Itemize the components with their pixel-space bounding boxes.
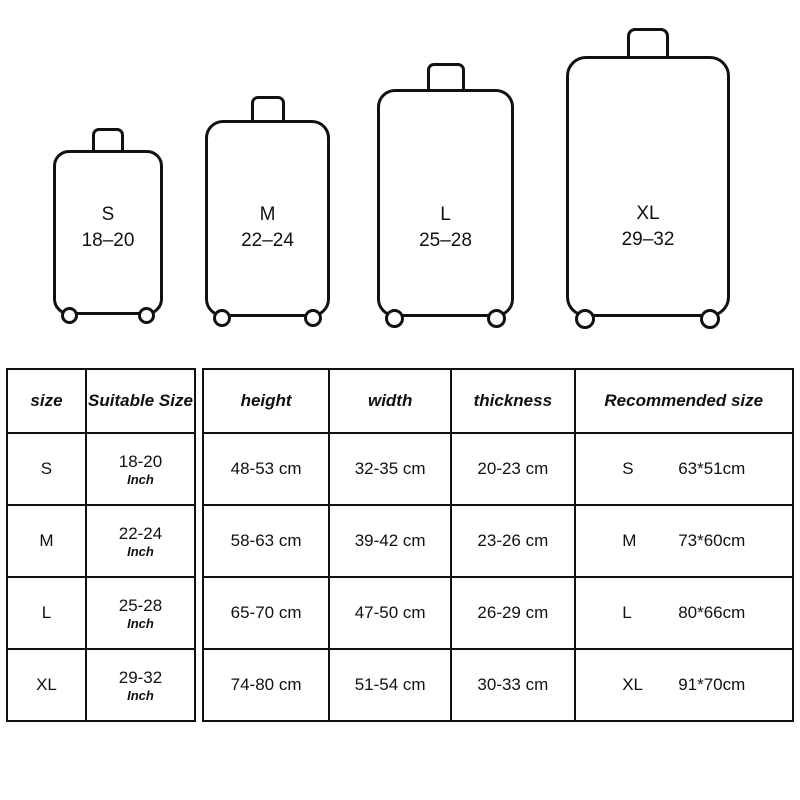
luggage-label-group-xl <box>566 201 730 253</box>
cell-size: L <box>7 577 86 649</box>
table-row <box>7 433 195 505</box>
luggage-label-group-s <box>53 202 163 254</box>
cell-suitable-unit: Inch <box>127 687 154 703</box>
cell-suitable-value: 25-28 <box>118 595 163 615</box>
luggage-wheel-right-l <box>487 309 506 328</box>
luggage-wheel-right-m <box>304 309 322 327</box>
luggage-size-label-xl: XL <box>636 203 660 224</box>
cell-suitable <box>86 577 195 649</box>
cell-recommended <box>575 505 793 577</box>
cell-recommended-label: XL <box>622 675 643 694</box>
cell-recommended-label: M <box>622 531 637 550</box>
cell-suitable-unit: Inch <box>127 471 154 487</box>
luggage-handle-l <box>427 63 465 91</box>
luggage-case-l <box>377 89 514 317</box>
table-header-row <box>7 369 195 433</box>
luggage-size-illustrations <box>0 0 800 350</box>
cell-suitable-unit: Inch <box>127 615 154 631</box>
luggage-label-group-l <box>377 202 514 254</box>
cell-height: 65-70 cm <box>203 577 329 649</box>
dimensions-table <box>202 368 794 722</box>
cell-recommended-value: 73*60cm <box>678 531 746 550</box>
cell-suitable-unit: Inch <box>127 543 154 559</box>
cell-suitable <box>86 649 195 721</box>
luggage-handle-s <box>92 128 124 152</box>
luggage-size-label-m: M <box>259 204 276 225</box>
luggage-wheel-left-m <box>213 309 231 327</box>
luggage-inch-label-s: 18–20 <box>81 230 135 251</box>
luggage-wheel-left-s <box>61 307 78 324</box>
luggage-case-s <box>53 150 163 315</box>
cell-suitable-value: 29-32 <box>118 667 163 687</box>
table-row <box>7 505 195 577</box>
cell-thickness: 26-29 cm <box>451 577 574 649</box>
luggage-size-label-l: L <box>440 204 451 225</box>
luggage-size-label-s: S <box>101 204 115 225</box>
luggage-wheel-right-xl <box>700 309 720 329</box>
luggage-case-m <box>205 120 330 317</box>
luggage-body-xl <box>566 56 730 317</box>
luggage-inch-label-m: 22–24 <box>241 230 294 251</box>
cell-size: M <box>7 505 86 577</box>
cell-height: 48-53 cm <box>203 433 329 505</box>
luggage-inch-label-l: 25–28 <box>419 230 472 251</box>
luggage-handle-m <box>251 96 285 122</box>
table-row <box>203 649 793 721</box>
cell-height: 74-80 cm <box>203 649 329 721</box>
cell-size: XL <box>7 649 86 721</box>
cell-thickness: 20-23 cm <box>451 433 574 505</box>
cell-height: 58-63 cm <box>203 505 329 577</box>
cell-width: 32-35 cm <box>329 433 451 505</box>
header-height: height <box>203 369 329 433</box>
cell-recommended-label: L <box>622 603 632 622</box>
cell-recommended-label: S <box>622 459 634 478</box>
table-row <box>203 577 793 649</box>
cell-recommended <box>575 433 793 505</box>
cell-width: 47-50 cm <box>329 577 451 649</box>
header-suitable-size: Suitable Size <box>86 369 195 433</box>
table-row <box>203 433 793 505</box>
table-row <box>7 649 195 721</box>
cell-suitable <box>86 433 195 505</box>
cell-recommended <box>575 577 793 649</box>
header-size: size <box>7 369 86 433</box>
header-thickness: thickness <box>451 369 574 433</box>
suitable-size-table <box>6 368 196 722</box>
luggage-wheel-left-l <box>385 309 404 328</box>
luggage-handle-xl <box>627 28 669 58</box>
cell-width: 51-54 cm <box>329 649 451 721</box>
luggage-wheel-left-xl <box>575 309 595 329</box>
luggage-case-xl <box>566 56 730 317</box>
table-header-row <box>203 369 793 433</box>
luggage-wheel-right-s <box>138 307 155 324</box>
cell-recommended-value: 91*70cm <box>678 675 746 694</box>
cell-recommended-value: 63*51cm <box>678 459 746 478</box>
cell-suitable <box>86 505 195 577</box>
cell-recommended <box>575 649 793 721</box>
luggage-inch-label-xl: 29–32 <box>621 229 675 250</box>
luggage-label-group-m <box>205 202 330 254</box>
cell-width: 39-42 cm <box>329 505 451 577</box>
cell-recommended-value: 80*66cm <box>678 603 746 622</box>
cell-suitable-value: 18-20 <box>118 451 163 471</box>
cell-thickness: 30-33 cm <box>451 649 574 721</box>
table-row <box>203 505 793 577</box>
table-row <box>7 577 195 649</box>
header-recommended-size: Recommended size <box>575 369 793 433</box>
cell-thickness: 23-26 cm <box>451 505 574 577</box>
header-width: width <box>329 369 451 433</box>
cell-size: S <box>7 433 86 505</box>
cell-suitable-value: 22-24 <box>118 523 163 543</box>
